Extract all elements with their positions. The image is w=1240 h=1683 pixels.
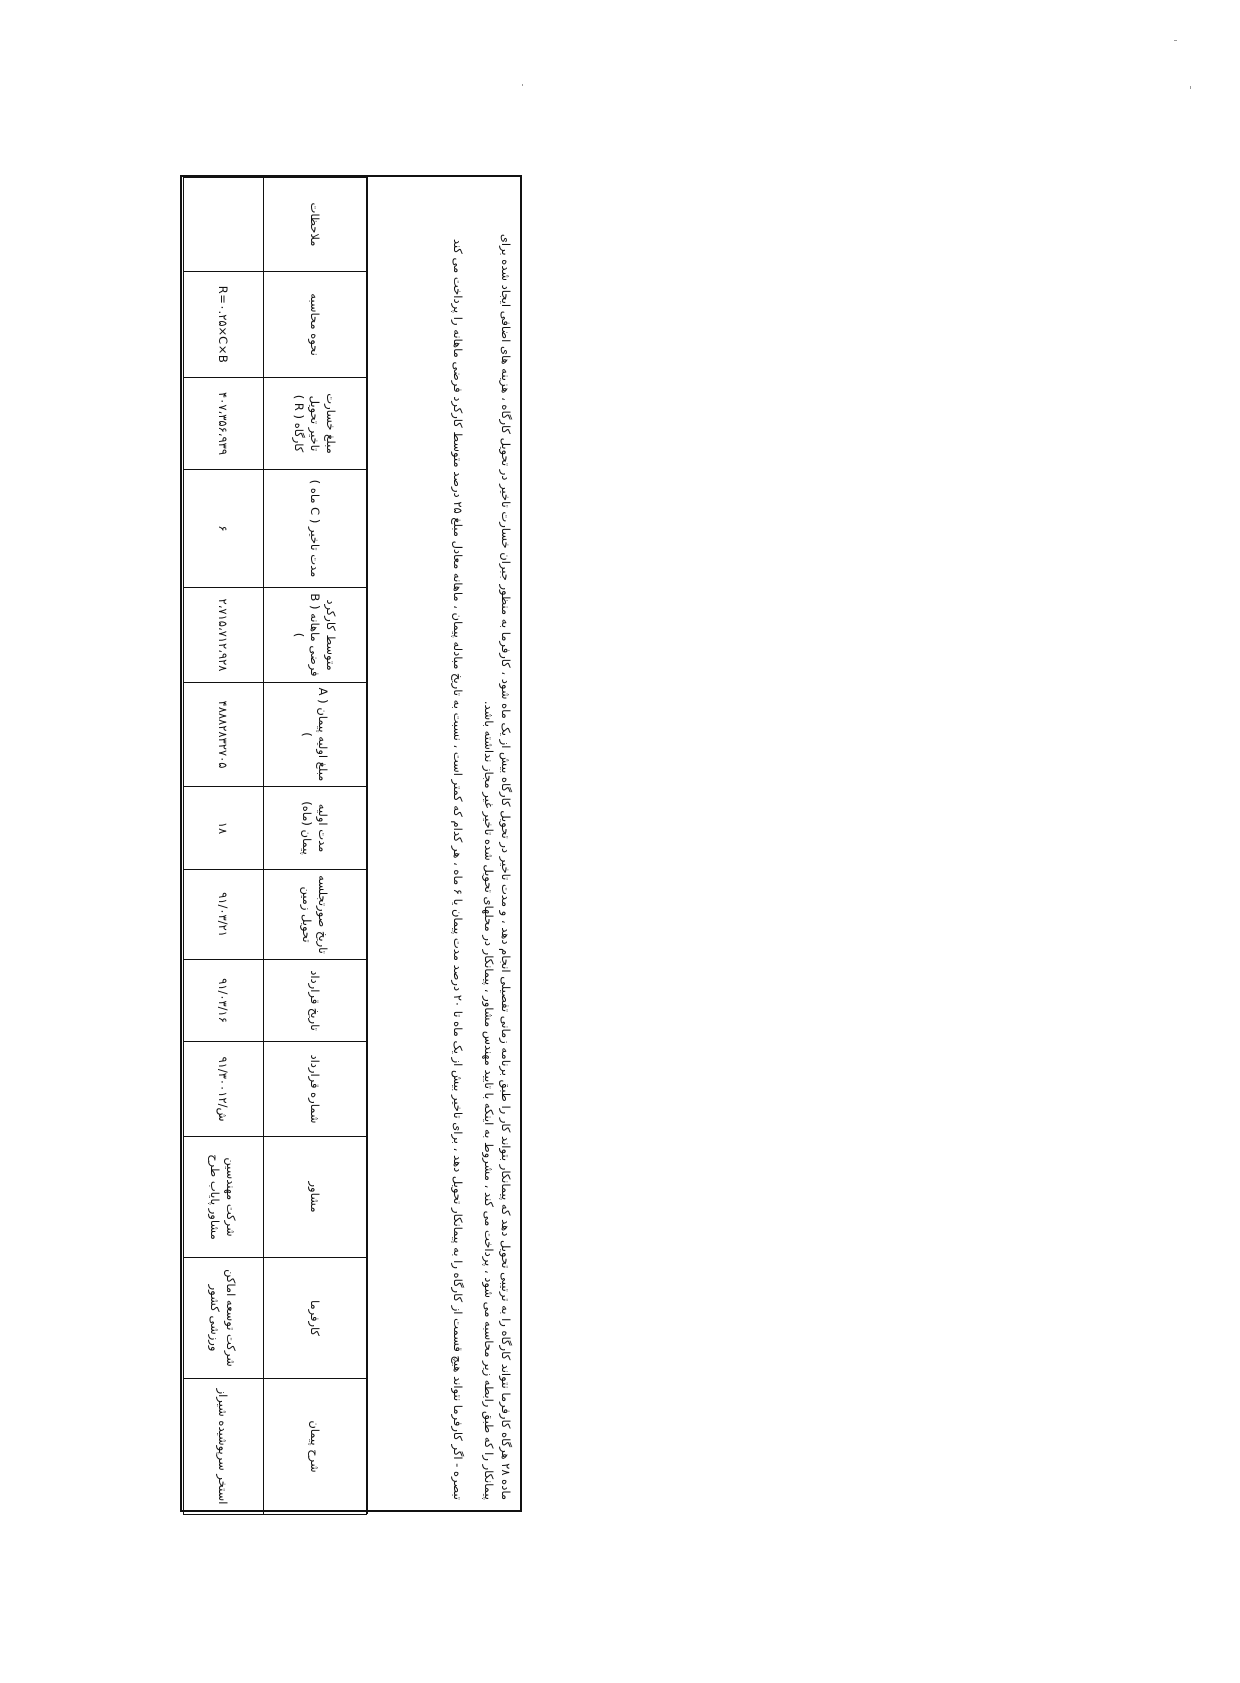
scan-speck — [522, 84, 523, 86]
scan-speck — [1190, 86, 1191, 89]
note-paragraph: تبصره - اگر کارفرما نتواند هیچ قسمت از کارگاه را به پیمانکار تحویل دهد ، برای تاخیر بیش از یک ماه تا ۲۰ درصد مدت پیمان یا ۶ ماه ، هر کدام که کمتر است ، نسبت به تاریخ مبادله پیمان ، ماهانه معادل مبلغ ۲۵ درصد متوسط کارکرد فرضی ماهانه را پرداخت می کند — [451, 238, 465, 1500]
value-cell: ۴۰۷،۳۵۶،۹۳۹ — [184, 378, 264, 470]
value-cell: ۹۱/۰۳/۲۱ — [184, 870, 264, 960]
value-cell: استخر سرپوشیده شیراز — [184, 1379, 264, 1515]
value-cell: ۹۱/۰۳/۱۶ — [184, 960, 264, 1042]
header-cell: مشاور — [264, 1137, 367, 1258]
header-cell: نحوه محاسبه — [264, 272, 367, 378]
header-cell: ملاحظات — [264, 178, 367, 272]
header-cell: مدت اولیه پیمان (ماه) — [264, 787, 367, 870]
header-cell: تاریخ صورتجلسه تحویل زمین — [264, 870, 367, 960]
header-cell: شماره قرارداد — [264, 1042, 367, 1137]
table-row — [184, 178, 264, 1515]
header-cell: کارفرما — [264, 1258, 367, 1379]
value-cell: ش/۹۱/۳۰۰۱۲ — [184, 1042, 264, 1137]
value-cell: ۲،۷۱۵،۷۱۲،۹۲۸ — [184, 588, 264, 683]
header-cell: تاریخ قرارداد — [264, 960, 367, 1042]
table-header-row — [264, 178, 367, 1515]
rotated-content — [180, 177, 522, 1514]
header-cell: مبلغ اولیه پیمان ( A ) — [264, 683, 367, 787]
value-cell: شرکت توسعه اماکن ورزشی کشور — [184, 1258, 264, 1379]
article-paragraph: ماده ۲۸ هرگاه کارفرما نتواند کارگاه را به ترتیبی تحویل دهد که پیمانکار بتواند کار را طبق برنامه زمانی تفصیلی انجام دهد ، و مدت تاخیر در تحویل کارگاه بیش از یک ماه شود ، کارفرما به منظور جبران خسارت تاخیر در تحویل کارگاه ، هزینه های اضافی ایجاد شده برای پیمانکار را که طبق رابطه زیر محاسبه می شود ، پرداخت می کند ، مشروط به اینکه با تایید مهندس مشاور ، پیمانکار در محلهای تحویل شده تاخیر غیر مجاز نداشته باشد. — [482, 233, 513, 1500]
contract-document-frame — [180, 175, 522, 1512]
value-cell: شرکت مهندسین مشاور پایاب طرح — [184, 1137, 264, 1258]
header-cell: شرح پیمان — [264, 1379, 367, 1515]
contract-table — [183, 177, 367, 1515]
header-cell: مبلغ خسارت تاخیر تحویل کارگاه ( R ) — [264, 378, 367, 470]
scan-speck — [1174, 40, 1177, 41]
value-cell: ۴۸۸۸۲۸۳۲۷۰۵ — [184, 683, 264, 787]
value-cell: ۱۸ — [184, 787, 264, 870]
header-cell: مدت تاخیر ( C ماه ) — [264, 470, 367, 588]
formula-cell: R=۰.۲۵×C×B — [184, 272, 264, 378]
value-cell — [184, 178, 264, 272]
article-text-area — [367, 177, 522, 1514]
value-cell: ۶ — [184, 470, 264, 588]
header-cell: متوسط کارکرد فرضی ماهانه ( B ) — [264, 588, 367, 683]
